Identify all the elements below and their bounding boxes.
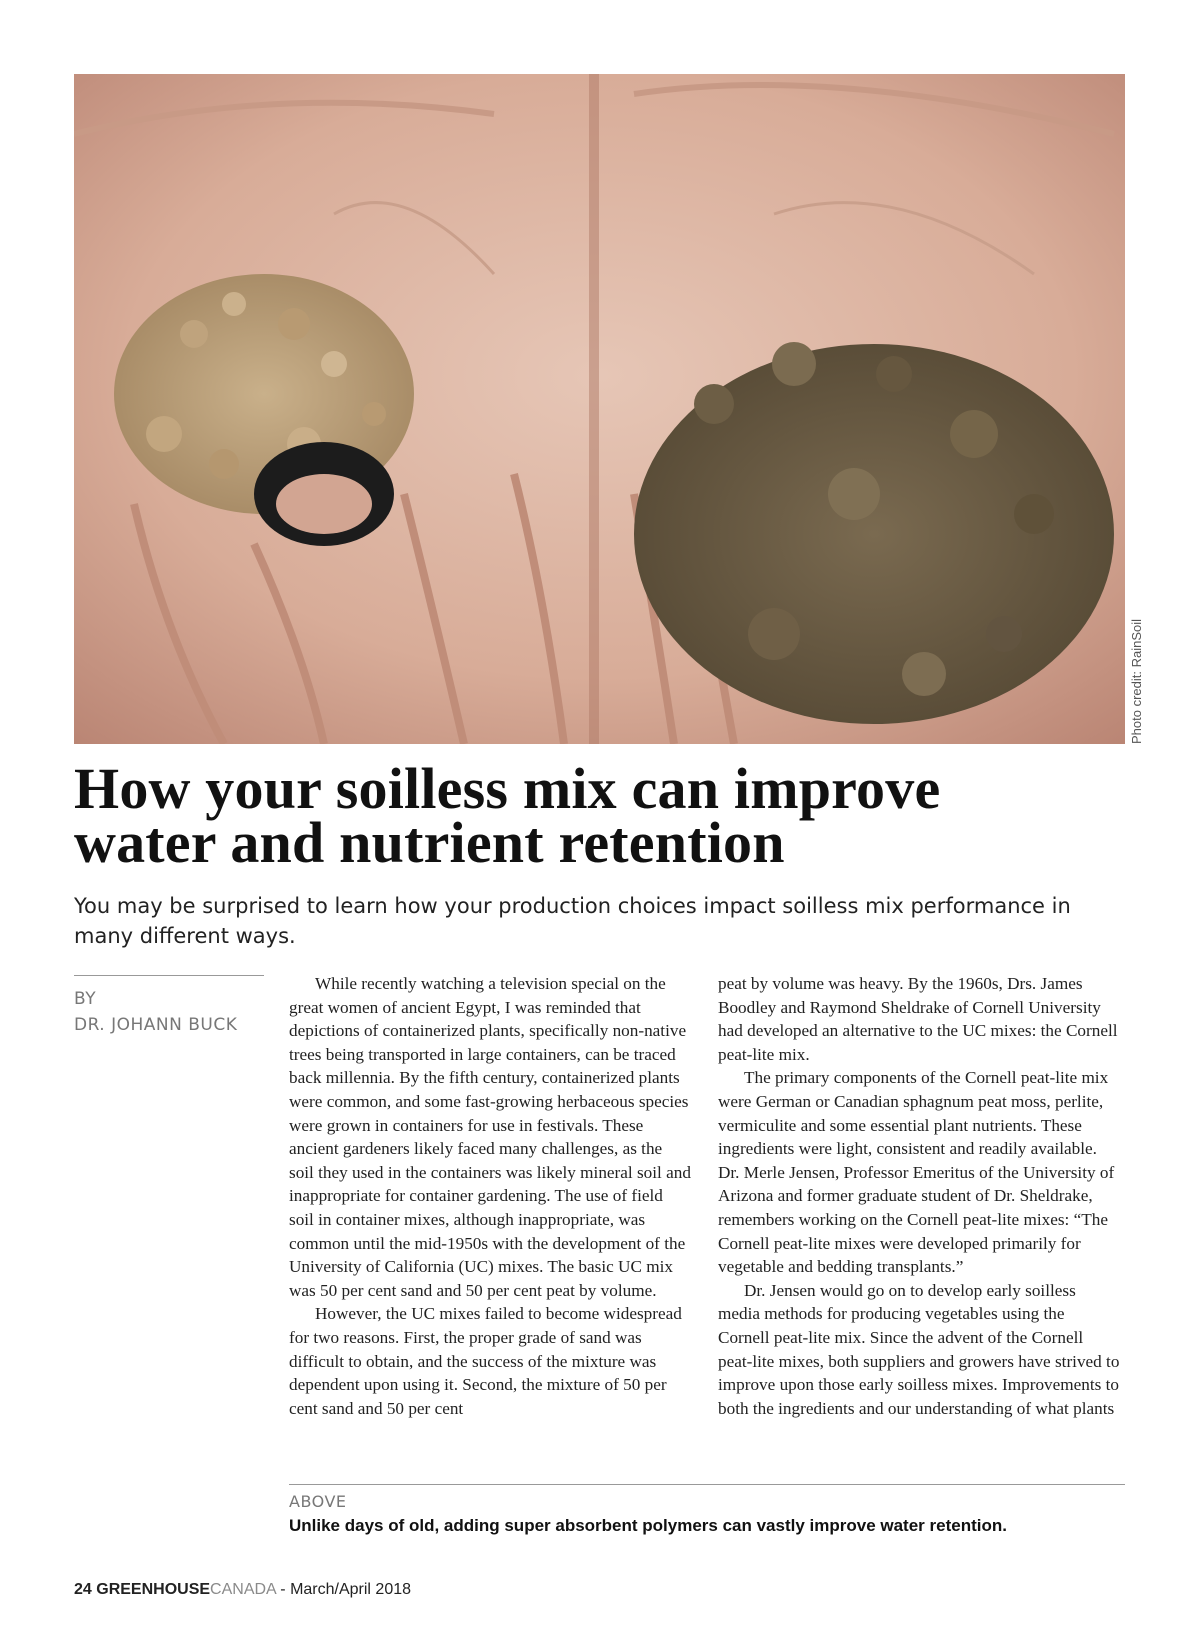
byline-author: DR. JOHANN BUCK — [74, 1015, 238, 1035]
byline-by: BY — [74, 989, 97, 1009]
caption-divider — [289, 1484, 1125, 1485]
paragraph: peat by volume was heavy. By the 1960s, Drs. James Boodley and Raymond Sheldrake of Cornell University had developed an alternative to the UC mixes: the Cornell peat-lite mix. — [718, 974, 1118, 1064]
soil-in-hands-photo — [74, 74, 1125, 744]
subheadline: You may be surprised to learn how your production choices impact soilless mix performance in many different ways. — [74, 894, 1071, 948]
magazine-name: GREENHOUSE — [96, 1581, 211, 1598]
issue-date: March/April 2018 — [290, 1581, 412, 1598]
body-column-2 — [718, 972, 1120, 1420]
caption-text: Unlike days of old, adding super absorbent polymers can vastly improve water retention. — [289, 1516, 1007, 1535]
page-footer — [74, 1581, 411, 1599]
headline-line-1: How your soilless mix can improve — [74, 756, 941, 821]
paragraph: However, the UC mixes failed to become widespread for two reasons. First, the proper grade of sand was difficult to obtain, and the success of the mixture was dependent upon using it. Second, the mixture of 50 per cent sand and 50 per cent — [289, 1304, 682, 1418]
paragraph: The primary components of the Cornell peat-lite mix were German or Canadian sphagnum peat moss, perlite, vermiculite and some essential plant nutrients. These ingredients were light, consistent and readily available. Dr. Merle Jensen, Professor Emeritus of the University of Arizona and former graduate student of Dr. Sheldrake, remembers working on the Cornell peat-lite mixes: “The Cornell peat-lite mixes were developed primarily for vegetable and bedding transplants.” — [718, 1068, 1115, 1277]
paragraph: Dr. Jensen would go on to develop early soilless media methods for producing vegetables using the Cornell peat-lite mix. Since the advent of the Cornell peat-lite mixes, both suppliers and growers have strived to improve upon those early soilless mixes. Improvements to both the ingredients and our understanding of what plants — [718, 1280, 1120, 1418]
article-photo — [74, 74, 1125, 744]
magazine-name-suffix: CANADA — [210, 1581, 276, 1598]
footer-separator: - — [280, 1581, 286, 1598]
caption-label: ABOVE — [289, 1492, 347, 1511]
headline — [74, 756, 1154, 875]
byline — [74, 975, 264, 1038]
paragraph: While recently watching a television special on the great women of ancient Egypt, I was reminded that depictions of containerized plants, specifically non-native trees being transported in large containers, can be traced back millennia. By the fifth century, containerized plants were common, and some fast-growing herbaceous species were grown in containers for use in festivals. These ancient gardeners likely faced many challenges, as the soil they used in the containers was likely mineral soil and inappropriate for container gardening. The use of field soil in container mixes, although inappropriate, was common until the mid-1950s with the development of the University of California (UC) mixes. The basic UC mix was 50 per cent sand and 50 per cent peat by volume. — [289, 974, 691, 1300]
body-column-1 — [289, 972, 691, 1420]
page-number: 24 — [74, 1581, 92, 1598]
photo-credit: Photo credit: RainSoil — [1129, 618, 1144, 744]
headline-line-2: water and nutrient retention — [74, 810, 785, 875]
